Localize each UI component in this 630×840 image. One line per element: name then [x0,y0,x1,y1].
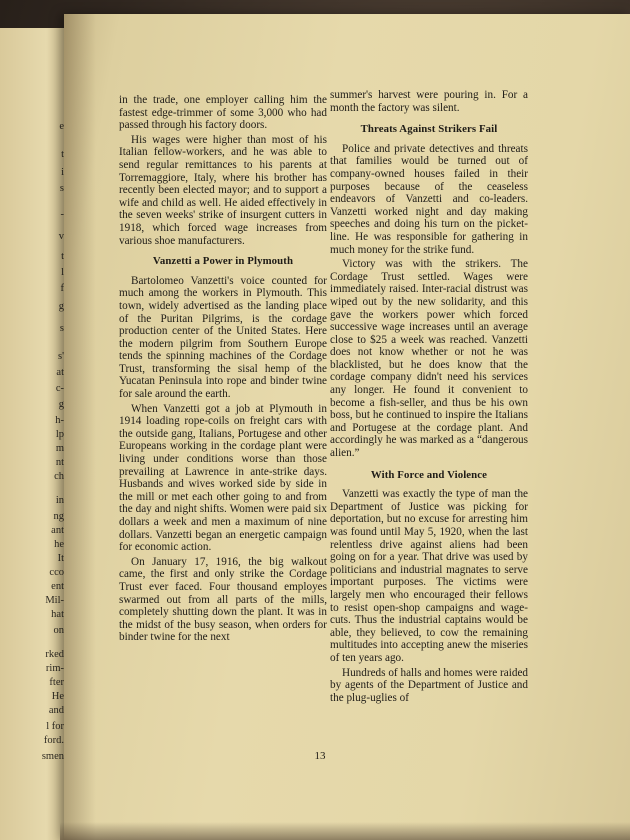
left-column [119,94,327,646]
paragraph: summer's harvest were pouring in. For a month the factory was silent. [330,89,528,114]
left-page-text-fragment: m [55,443,64,454]
left-page-text-fragment: Mil- [45,595,64,606]
left-page-text-fragment: v [58,231,64,242]
left-page-text-fragment: nt [55,457,64,468]
left-page-edge [0,28,66,840]
left-page-text-fragment: smen [41,751,64,762]
left-page-text-fragment: ant [51,525,64,536]
left-page-text-fragment: s [59,323,64,334]
booklet-page [64,14,630,840]
left-page-text-fragment: c- [55,383,64,394]
paragraph: in the trade, one employer calling him the fastest edge-trimmer of some 3,000 who had passed through his factory doors. [119,94,327,132]
left-page-text-fragment: s [59,183,64,194]
page-spine-shadow [64,14,96,840]
left-page-text-fragment: l for [46,721,64,732]
left-page-text-fragment: at [56,367,64,378]
left-page-text-fragment: i [61,167,64,178]
left-page-text-fragment: cco [49,567,64,578]
section-heading: Vanzetti a Power in Plymouth [152,255,294,268]
left-page-text-fragment: He [51,691,64,702]
left-page-text-fragment: he [54,539,64,550]
left-page-text-fragment: g [58,301,64,312]
page-number: 13 [314,750,326,762]
paragraph: When Vanzetti got a job at Plymouth in 1914 loading rope-coils on freight cars with the outside gang, Italians, Portugese and other Europeans working in the cordage plant were living under conditions worse than those prevailing at Lawrence in ante-strike days. Husbands and wives worked side by side in the mill or met each other going to and from the day and night shifts. Women were paid six dollars a week and men a maximum of nine dollars. Vanzetti began an energetic campaign for economic action. [119,402,327,554]
left-page-text-fragment: t [61,149,64,160]
left-page-text-fragment: f [60,283,64,294]
left-page-text-fragment: ng [53,511,64,522]
left-page-text-fragment: h- [55,415,64,426]
paragraph: Hundreds of halls and homes were raided by agents of the Department of Justice and the plug-uglies of [330,666,528,704]
left-page-text-fragment: in [55,495,64,506]
left-page-text-fragment: lp [55,429,64,440]
left-page-text-fragment: t [61,251,64,262]
left-page-text-fragment: hat [51,609,64,620]
paragraph: His wages were higher than most of his Italian fellow-workers, and he was able to send regular remittances to his parents at Torremaggiore, Italy, where his brother has recently been elected mayor; and to support a wife and child as well. He aided effectively in the seven weeks' strike of insurgent cutters in 1918, which forced wage increases from various shoe manufacturers. [119,133,327,247]
left-page-text-fragment: - [60,209,64,220]
left-page-text-fragment: on [53,625,64,636]
section-heading: Threats Against Strikers Fail [360,123,498,136]
left-page-text-fragment: g [58,399,64,410]
bottom-shadow [60,822,630,840]
paragraph: Police and private detectives and threats that families would be turned out of company-owned houses failed in their purposes because of the ceaseless endeavors of Vanzetti and co-leaders. Vanzetti worked night and day making speeches and doing his turn on the picket-line. He was responsible for gathering in much money for the strike fund. [330,142,528,256]
paragraph: Vanzetti was exactly the type of man the Department of Justice was picking for deportation, but no excuse for arresting him was found until May 5, 1920, when the last relentless drive against aliens had been going on for a year. That drive was used by politicians and industrial magnates to serve important purposes. The victims were largely men who encouraged their fellows to resist open-shop campaigns and wage-cuts. Thus the industrial captains would be able, they believed, to cow the remaining multitudes into accepting anew the miseries of ten years ago. [330,488,528,664]
left-page-text-fragment: ent [51,581,64,592]
left-page-text-fragment: fter [49,677,64,688]
left-page-text-fragment: and [48,705,64,716]
paragraph: On January 17, 1916, the big walkout came, the first and only strike the Cordage Trust ever faced. Four thousand employes swarmed out from all parts of the mills, completely shutting down the plant. It was in the midst of the busy season, when orders for binder twine for the next [119,555,327,644]
left-page-text-fragment: ford. [43,735,64,746]
section-heading: With Force and Violence [370,468,488,481]
left-page-text-fragment: rim- [45,663,64,674]
paragraph: Victory was with the strikers. The Cordage Trust settled. Wages were immediately raised. Inter-racial distrust was wiped out by the new solidarity, and this gave the workers power which forced successive wage increases until an average close to $25 a week was reached. Vanzetti does not know whether or not he was blacklisted, but he does know that the cordage company didn't need his services any longer. He found it convenient to become a fish-seller, and thus be his own boss, but he continued to inspire the Italians and Portugese at the cordage plant. And accordingly he was marked as a “dangerous alien.” [330,258,528,460]
left-page-text-fragment: ch [54,471,64,482]
paragraph: Bartolomeo Vanzetti's voice counted for much among the workers in Plymouth. This town, widely advertised as the landing place of the Puritan Pilgrims, is the cordage production center of the United States. Here the modern pilgrim from Southern Europe tends the spinning machines of the Cordage Trust, transforming the sisal hemp of the Yucatan Peninsula into rope and binder twine for sale around the earth. [119,274,327,401]
left-page-text-fragment: e [59,121,64,132]
left-page-text-fragment: l [61,267,64,278]
left-page-text-fragment: It [57,553,64,564]
right-column [330,89,528,706]
left-page-text-fragment: rked [45,649,64,660]
left-page-text-fragment: s' [58,351,64,362]
